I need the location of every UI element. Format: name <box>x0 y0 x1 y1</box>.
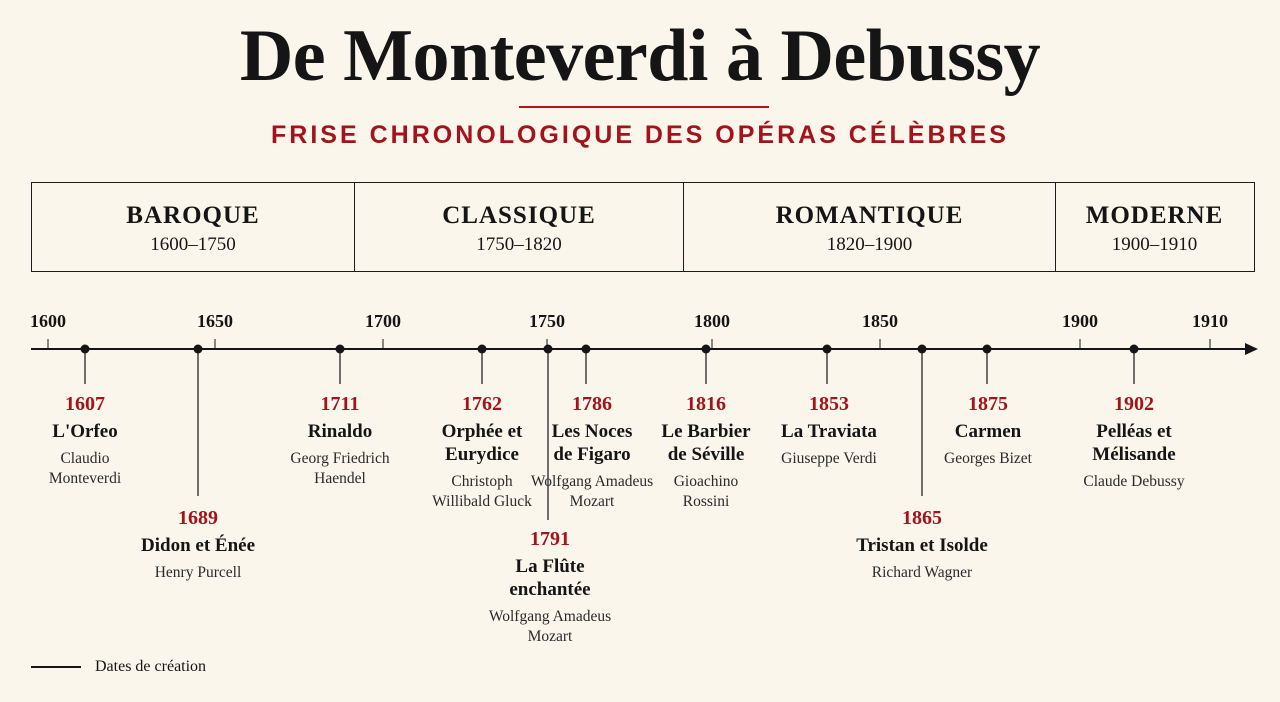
tick-label-1910: 1910 <box>1192 311 1228 331</box>
event-opera: Pelléas et Mélisande <box>1092 421 1176 465</box>
tick-label-1800: 1800 <box>694 311 730 331</box>
event-composer: Wolfgang Amadeus Mozart <box>530 473 654 510</box>
event-year: 1762 <box>462 393 502 415</box>
event-dot-1762 <box>478 345 487 354</box>
event-dot-1902 <box>1130 345 1139 354</box>
event-composer: Claude Debussy <box>1083 473 1185 490</box>
event-year: 1791 <box>530 528 570 550</box>
tick-label-1850: 1850 <box>862 311 898 331</box>
event-composer: Claudio Monteverdi <box>48 450 122 487</box>
axis-arrow-icon <box>1245 343 1258 355</box>
event-1853 <box>754 392 904 469</box>
event-year: 1689 <box>178 507 218 529</box>
event-year: 1786 <box>572 393 612 415</box>
event-year: 1875 <box>968 393 1008 415</box>
event-dot-1853 <box>823 345 832 354</box>
era-range: 1750–1820 <box>476 234 562 255</box>
event-year: 1902 <box>1114 393 1154 415</box>
event-opera: Rinaldo <box>307 421 373 442</box>
event-composer: Christoph Willibald Gluck <box>432 473 532 510</box>
era-range: 1900–1910 <box>1111 234 1198 255</box>
legend-label: Dates de création <box>95 658 207 675</box>
tick-label-1650: 1650 <box>197 311 233 331</box>
event-dot-1816 <box>702 345 711 354</box>
event-1865 <box>847 506 997 583</box>
era-range: 1600–1750 <box>150 234 236 255</box>
event-opera: Les Noces de Figaro <box>551 421 633 465</box>
event-opera: L'Orfeo <box>52 421 118 442</box>
event-1711 <box>265 392 415 489</box>
event-opera: La Traviata <box>781 421 877 442</box>
era-range: 1820–1900 <box>826 234 913 255</box>
event-year: 1865 <box>902 507 942 529</box>
event-year: 1607 <box>65 393 105 415</box>
tick-label-1750: 1750 <box>529 311 565 331</box>
page-subtitle: FRISE CHRONOLOGIQUE DES OPÉRAS CÉLÈBRES <box>271 121 1009 149</box>
event-year: 1711 <box>320 393 360 415</box>
event-1791 <box>475 527 625 647</box>
era-name: BAROQUE <box>126 202 260 229</box>
event-opera: Carmen <box>954 421 1022 442</box>
event-dot-1791 <box>544 345 553 354</box>
event-1607 <box>10 392 160 489</box>
event-opera: Orphée et Eurydice <box>441 421 523 465</box>
event-1902 <box>1059 392 1209 492</box>
era-name: ROMANTIQUE <box>775 202 964 229</box>
event-composer: Giuseppe Verdi <box>781 450 877 467</box>
legend <box>31 657 206 677</box>
event-composer: Georg Friedrich Haendel <box>290 450 390 487</box>
event-composer: Georges Bizet <box>944 450 1032 467</box>
tick-label-1900: 1900 <box>1062 311 1098 331</box>
event-opera: Tristan et Isolde <box>856 535 988 556</box>
event-composer: Richard Wagner <box>871 564 973 581</box>
event-dot-1786 <box>582 345 591 354</box>
event-composer: Gioachino Rossini <box>673 473 739 510</box>
event-opera: La Flûte enchantée <box>509 556 591 600</box>
event-dot-1711 <box>336 345 345 354</box>
era-name: MODERNE <box>1085 202 1224 229</box>
event-year: 1853 <box>809 393 849 415</box>
page-title: De Monteverdi à Debussy <box>239 15 1041 97</box>
tick-label-1700: 1700 <box>365 311 401 331</box>
era-name: CLASSIQUE <box>442 202 596 229</box>
event-year: 1816 <box>686 393 726 415</box>
event-dot-1689 <box>194 345 203 354</box>
event-1875 <box>913 392 1063 469</box>
event-dot-1875 <box>983 345 992 354</box>
event-opera: Didon et Énée <box>141 535 255 556</box>
event-composer: Henry Purcell <box>154 564 242 581</box>
event-composer: Wolfgang Amadeus Mozart <box>488 608 612 645</box>
event-dot-1865 <box>918 345 927 354</box>
event-1689 <box>123 506 273 583</box>
tick-label-1600: 1600 <box>30 311 66 331</box>
event-dot-1607 <box>81 345 90 354</box>
event-opera: Le Barbier de Séville <box>661 421 751 465</box>
legend-line-swatch <box>31 666 81 668</box>
